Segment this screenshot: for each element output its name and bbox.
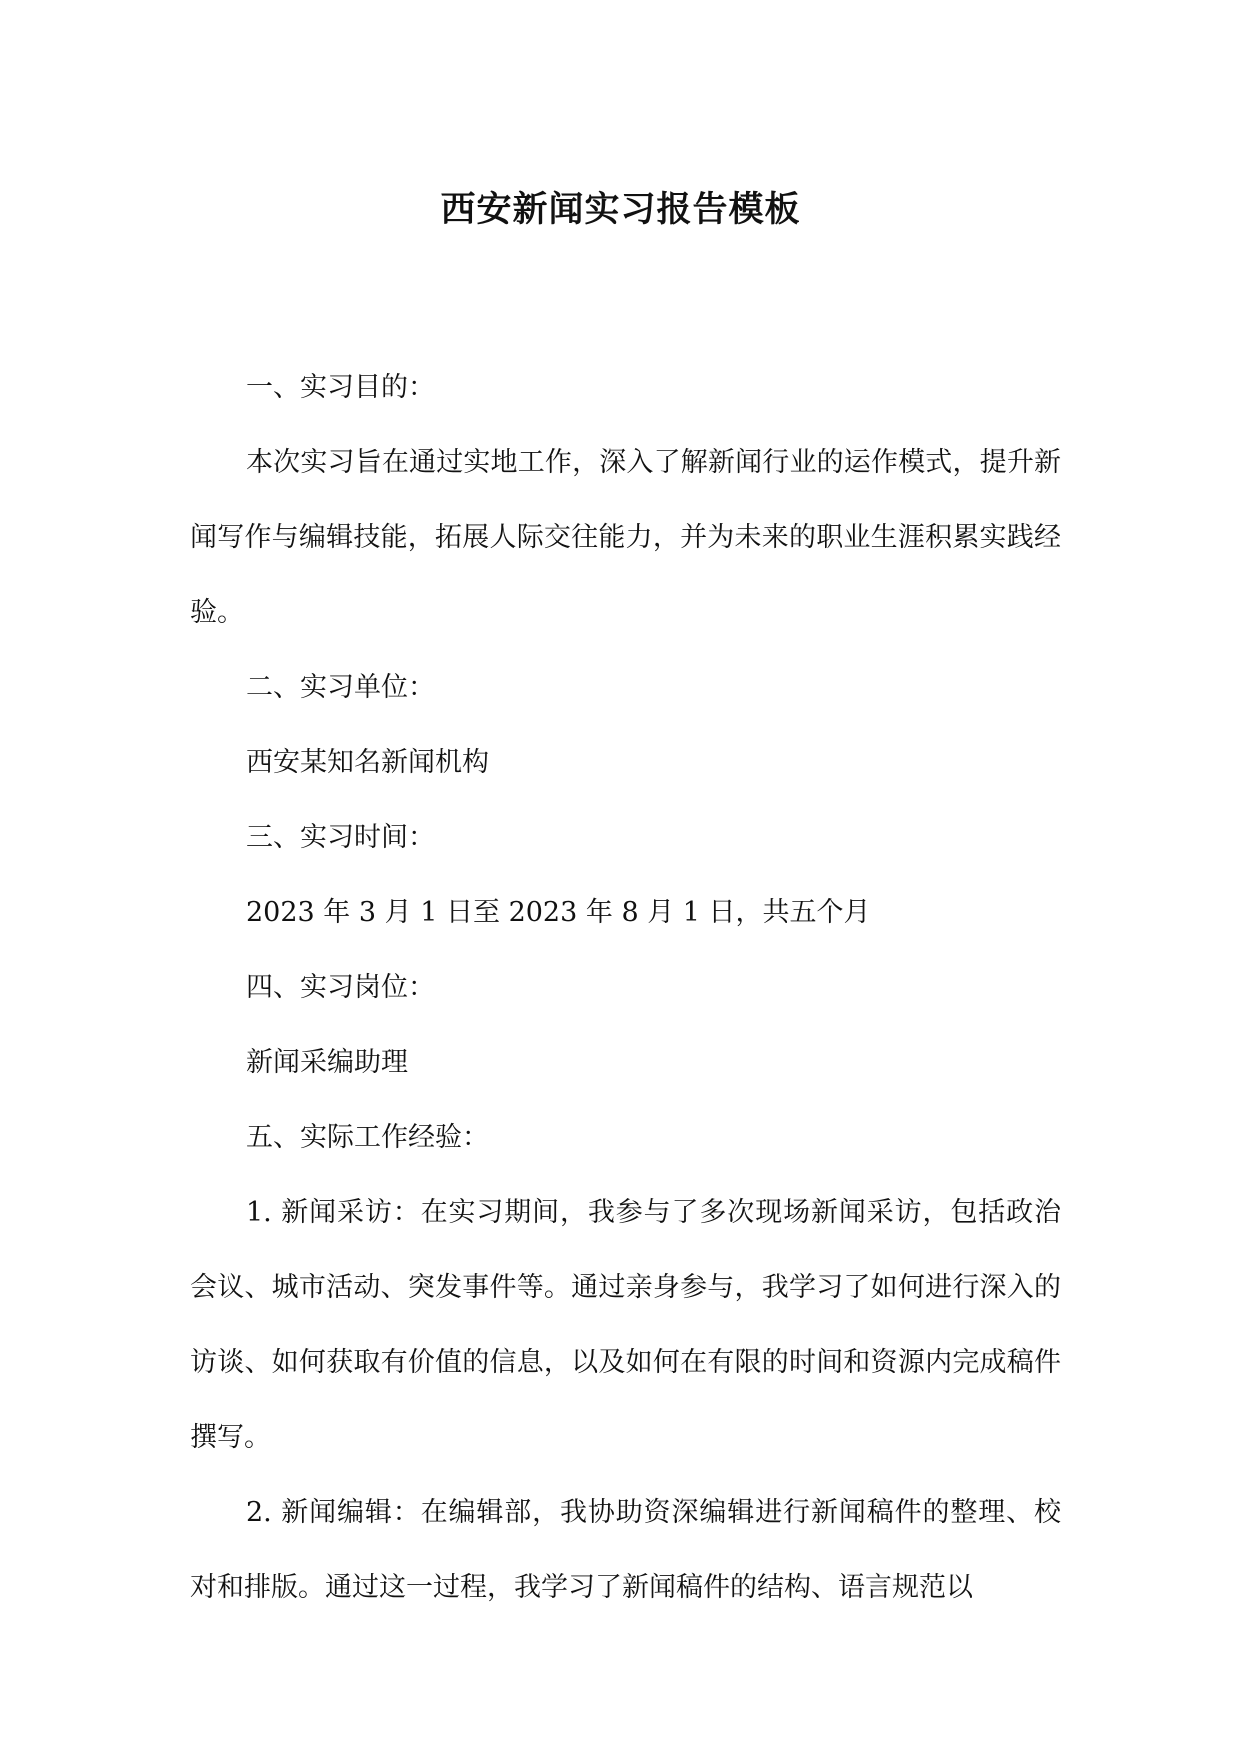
section-heading-purpose: 一、实习目的：: [246, 372, 435, 403]
document-body: [190, 350, 1061, 1625]
paragraph-time: 2023 年 3 月 1 日至 2023 年 8 月 1 日，共五个月: [246, 897, 871, 928]
paragraph-position: 新闻采编助理: [246, 1047, 408, 1078]
section-heading-position: 四、实习岗位：: [246, 972, 435, 1003]
paragraph-purpose: 本次实习旨在通过实地工作，深入了解新闻行业的运作模式，提升新闻写作与编辑技能，拓展人际交往能力，并为未来的职业生涯积累实践经验。: [190, 447, 1061, 628]
section-heading-unit: 二、实习单位：: [246, 672, 435, 703]
paragraph-experience-2: 2. 新闻编辑：在编辑部，我协助资深编辑进行新闻稿件的整理、校对和排版。通过这一过程，我学习了新闻稿件的结构、语言规范以: [190, 1497, 1061, 1603]
document-title: 西安新闻实习报告模板: [440, 189, 801, 230]
section-heading-experience: 五、实际工作经验：: [246, 1122, 489, 1153]
paragraph-experience-1: 1. 新闻采访：在实习期间，我参与了多次现场新闻采访，包括政治会议、城市活动、突发事件等。通过亲身参与，我学习了如何进行深入的访谈、如何获取有价值的信息，以及如何在有限的时间和资源内完成稿件撰写。: [190, 1197, 1061, 1453]
paragraph-unit: 西安某知名新闻机构: [246, 747, 489, 778]
section-heading-time: 三、实习时间：: [246, 822, 435, 853]
